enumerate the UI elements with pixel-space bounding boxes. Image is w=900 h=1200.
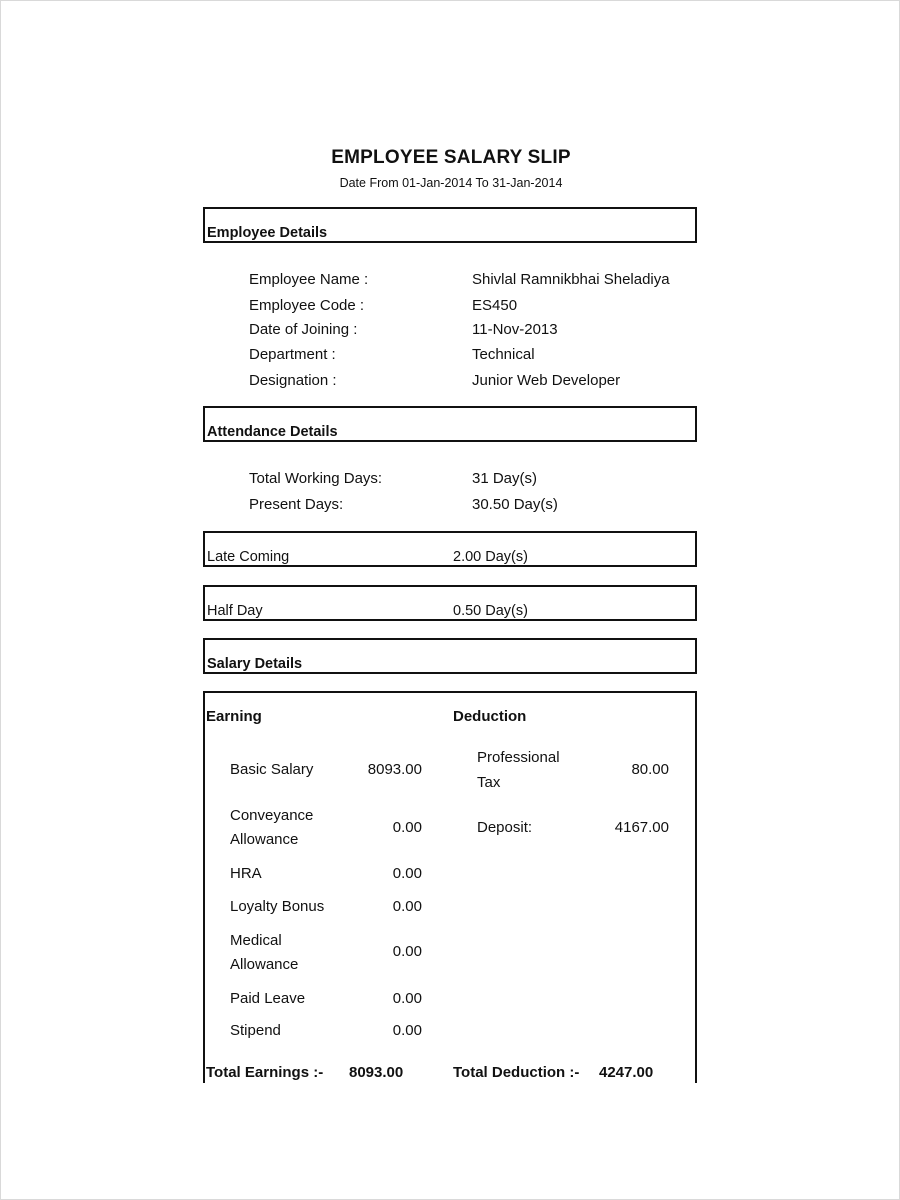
present-days-value: 30.50 Day(s) <box>472 496 558 513</box>
earning-label-line2: Allowance <box>230 831 299 848</box>
earning-label: Stipend <box>230 1022 281 1039</box>
deduction-value: 4167.00 <box>614 819 669 836</box>
half-day-row <box>203 585 697 621</box>
earning-heading: Earning <box>206 708 262 725</box>
attendance-details-heading: Attendance Details <box>207 424 338 440</box>
deduction-value: 80.00 <box>631 761 669 778</box>
earning-label: Basic Salary <box>230 761 314 778</box>
deduction-label: Professional <box>477 749 560 766</box>
earning-value: 0.00 <box>392 865 422 882</box>
attendance-details-header <box>203 406 697 442</box>
earning-label: HRA <box>230 865 262 882</box>
employee-name-value: Shivlal Ramnikbhai Sheladiya <box>472 271 670 288</box>
date-range: Date From 01-Jan-2014 To 31-Jan-2014 <box>339 176 563 190</box>
earning-label: Paid Leave <box>230 990 306 1007</box>
department-value: Technical <box>472 346 535 363</box>
earning-value: 0.00 <box>392 990 422 1007</box>
designation-label: Designation : <box>249 372 337 389</box>
deduction-heading: Deduction <box>453 708 527 725</box>
half-day-value: 0.50 Day(s) <box>453 603 528 619</box>
deduction-label-line2: Tax <box>477 774 501 791</box>
total-working-days-value: 31 Day(s) <box>472 470 538 487</box>
total-deduction-label: Total Deduction :- <box>453 1064 580 1081</box>
employee-details-heading: Employee Details <box>207 225 328 241</box>
salary-details-header <box>203 638 697 674</box>
total-working-days-label: Total Working Days: <box>249 470 383 487</box>
earning-label: Loyalty Bonus <box>230 898 325 915</box>
page-title: EMPLOYEE SALARY SLIP <box>331 147 571 168</box>
earning-label: Medical <box>230 932 282 949</box>
department-label: Department : <box>249 346 336 363</box>
earning-value: 0.00 <box>392 943 422 960</box>
employee-details-header <box>203 207 697 243</box>
earning-value: 0.00 <box>392 898 422 915</box>
total-earnings-value: 8093.00 <box>349 1064 404 1081</box>
earning-label-line2: Allowance <box>230 956 299 973</box>
total-deduction-value: 4247.00 <box>599 1064 654 1081</box>
late-coming-label: Late Coming <box>207 549 290 565</box>
designation-value: Junior Web Developer <box>472 372 621 389</box>
earning-value: 0.00 <box>392 819 422 836</box>
present-days-label: Present Days: <box>249 496 344 513</box>
total-earnings-label: Total Earnings :- <box>206 1064 324 1081</box>
deduction-label: Deposit: <box>477 819 533 836</box>
employee-code-label: Employee Code : <box>249 297 365 314</box>
employee-code-value: ES450 <box>472 297 518 314</box>
late-coming-row <box>203 531 697 567</box>
late-coming-value: 2.00 Day(s) <box>453 549 528 565</box>
salary-details-heading: Salary Details <box>207 656 303 672</box>
employee-name-label: Employee Name : <box>249 271 369 288</box>
date-of-joining-label: Date of Joining : <box>249 321 358 338</box>
earning-value: 0.00 <box>392 1022 422 1039</box>
date-of-joining-value: 11-Nov-2013 <box>472 321 558 338</box>
earning-value: 8093.00 <box>367 761 422 778</box>
earning-label: Conveyance <box>230 807 314 824</box>
half-day-label: Half Day <box>207 603 263 619</box>
